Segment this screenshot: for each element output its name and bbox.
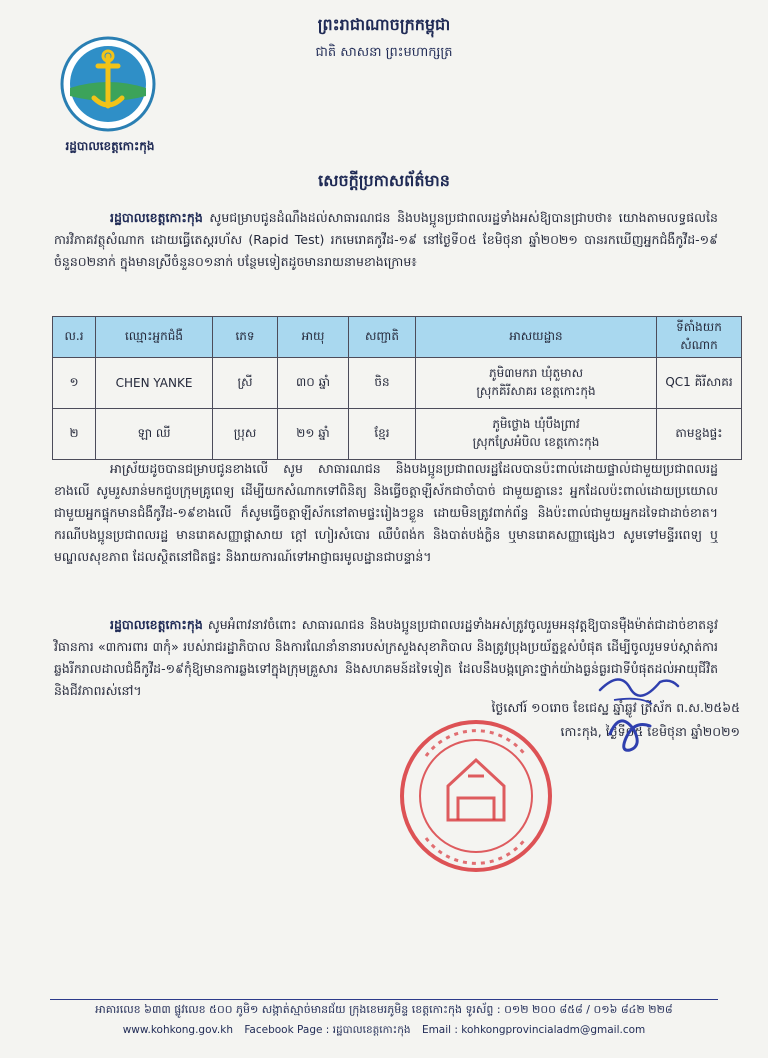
intro-text: សូមជម្រាបជូនដំណឹងដល់សាធារណជន និងបងប្អូនប្រជាពលរដ្ឋទាំងអស់ឱ្យបានជ្រាបថា៖ យោងតាមលទ្ធផលនៃការវិភាគវត្ថុសំណាក ដោយធ្វើតេស្តរហ័ស (Rapid Test) រកមេរោគកូវីដ-១៩ នៅថ្ងៃទី០៥ ខែមិថុនា ឆ្នាំ២០២១ បានរកឃើញអ្នកជំងឺកូវីដ-១៩ ចំនួន០២នាក់ ក្នុងមានស្រីចំនួន០១នាក់ បន្ថែមទៀតដូចមានរាយនាមខាងក្រោម៖	[54, 210, 718, 269]
footer-facebook: Facebook Page : រដ្ឋបាលខេត្តកោះកុង	[244, 1024, 411, 1036]
table-row	[53, 409, 742, 460]
intro-paragraph	[54, 207, 718, 273]
header-sex: ភេទ	[213, 317, 278, 358]
cases-table	[52, 316, 742, 460]
cell-no: ២	[53, 409, 96, 460]
appeal-text: សូមអំពាវនាវចំពោះ សាធារណជន និងបងប្អូនប្រជាពលរដ្ឋទាំងអស់ត្រូវចូលរួមអនុវត្តឱ្យបានម៉ឺងម៉ាត់ជាដាច់ខាតនូវវិធានការ «៣ការពារ ៣កុំ» របស់រាជរដ្ឋាភិបាល និងការណែនាំនានារបស់ក្រសួងសុខាភិបាល និងត្រូវប្រុងប្រយ័ត្នខ្ពស់បំផុត ដើម្បីចូលរួមទប់ស្កាត់ការឆ្លងរីករាលដាលជំងឺកូវីដ-១៩កុំឱ្យមានការឆ្លងទៅក្នុងក្រុមគ្រួសារ និងសហគមន៍ដទៃទៀត ដែលនឹងបង្កគ្រោះថ្នាក់យ៉ាងធ្ងន់ធ្ងរជាទីបំផុតដល់អាយុជីវិត និងជីវភាពរស់នៅ។	[54, 617, 718, 698]
footer-divider	[50, 999, 718, 1000]
footer-website-link[interactable]: www.kohkong.gov.kh	[122, 1024, 233, 1036]
lunar-date: ថ្ងៃសៅរ៍ ១០រោច ខែជេស្ឋ ឆ្នាំឆ្លូវ ត្រីស័ក ព.ស.២៥៦៥	[491, 700, 740, 715]
header-nationality: សញ្ជាតិ	[349, 317, 416, 358]
cases-table-header-row	[53, 317, 742, 358]
cell-age: ៣០ ឆ្នាំ	[278, 358, 349, 409]
cell-name: CHEN YANKE	[96, 358, 213, 409]
cell-address	[416, 358, 657, 409]
header-sample-location: ទីតាំងយកសំណាក	[657, 317, 742, 358]
header-address: អាសយដ្ឋាន	[416, 317, 657, 358]
address-line-2: ស្រុកគិរីសាគរ ខេត្តកោះកុង	[476, 384, 596, 398]
header-no: ល.រ	[53, 317, 96, 358]
official-stamp-icon	[396, 716, 556, 876]
document-title: សេចក្តីប្រកាសព័ត៌មាន	[318, 171, 450, 190]
cell-sex: ស្រី	[213, 358, 278, 409]
kingdom-heading: ព្រះរាជាណាចក្រកម្ពុជា	[317, 15, 451, 34]
footer-address: អាគារលេខ ៦៣៣ ផ្លូវលេខ ៥០០ ភូមិ១ សង្កាត់ស្មាច់មានជ័យ ក្រុងខេមរភូមិន្ទ ខេត្តកោះកុង ទូរស័ព្ទ : ០១២ ២០០ ៨៥៨ / ០១៦ ៨៤២ ២២៨	[95, 1003, 673, 1016]
header-age: អាយុ	[278, 317, 349, 358]
address-line-1: ភូមិ៣មករា ឃុំតួមាស	[488, 366, 584, 380]
cell-address	[416, 409, 657, 460]
header-name: ឈ្មោះអ្នកជំងឺ	[96, 317, 213, 358]
table-row	[53, 358, 742, 409]
department-name: រដ្ឋបាលខេត្តកោះកុង	[65, 139, 155, 153]
cell-age: ២១ ឆ្នាំ	[278, 409, 349, 460]
cell-name: ឡា ឈី	[96, 409, 213, 460]
cell-no: ១	[53, 358, 96, 409]
address-line-1: ភូមិថ្លោង ឃុំបឹងព្រាវ	[492, 417, 580, 431]
cell-nationality: ខ្មែរ	[349, 409, 416, 460]
provincial-logo-icon	[60, 36, 156, 132]
footer-email: Email : kohkongprovincialadm@gmail.com	[421, 1024, 646, 1036]
solar-date: កោះកុង, ថ្ងៃទី០៥ ខែមិថុនា ឆ្នាំ២០២១	[560, 724, 740, 739]
cell-sex: ប្រុស	[213, 409, 278, 460]
signature-icon	[590, 660, 690, 760]
cell-nationality: ចិន	[349, 358, 416, 409]
intro-lead: រដ្ឋបាលខេត្តកោះកុង	[110, 210, 203, 225]
cell-sample-location: តាមខ្នងផ្ទះ	[657, 409, 742, 460]
footer-contacts	[0, 1024, 768, 1039]
address-line-2: ស្រុកស្រែអំបិល ខេត្តកោះកុង	[472, 435, 600, 449]
advice-paragraph: អាស្រ័យដូចបានជម្រាបជូនខាងលើ សូម សាធារណជន និងបងប្អូនប្រជាពលរដ្ឋដែលបានប៉ះពាល់ដោយផ្ទាល់ជាមួយប្រជាពលរដ្ឋខាងលើ សូមរួសរាន់មកជួបក្រុមគ្រូពេទ្យ ដើម្បីយកសំណាកទៅពិនិត្យ និងធ្វើចត្តាឡីស័កជាចាំបាច់ ជាមួយគ្នានេះ អ្នកដែលប៉ះពាល់ដោយប្រយោលជាមួយអ្នកផ្ទុកមានជំងឺកូវីដ-១៩ខាងលើ ក៏សូមធ្វើចត្តាឡីស័កនៅតាមផ្ទះរៀងៗខ្លួន ដោយមិនត្រូវពាក់ព័ន្ធ និងប៉ះពាល់ជាមួយអ្នកដទៃជាដាច់ខាត។ ករណីបងប្អូនប្រជាពលរដ្ឋ មានរោគសញ្ញាផ្តាសាយ ក្តៅ ហៀរសំបោរ ឈឺបំពង់ក និងបាត់បង់ក្លិន ឬមានរោគសញ្ញាផ្សេងៗ សូមទៅមន្ទីរពេទ្យ ឬមណ្ឌលសុខភាព ដែលស្ថិតនៅជិតផ្ទះ និងរាយការណ៍ទៅអាជ្ញាធរមូលដ្ឋានជាបន្ទាន់។	[54, 461, 718, 564]
cell-sample-location: QC1 គិរីសាគរ	[657, 358, 742, 409]
national-motto: ជាតិ សាសនា ព្រះមហាក្សត្រ	[315, 45, 453, 60]
appeal-lead: រដ្ឋបាលខេត្តកោះកុង	[110, 617, 203, 632]
